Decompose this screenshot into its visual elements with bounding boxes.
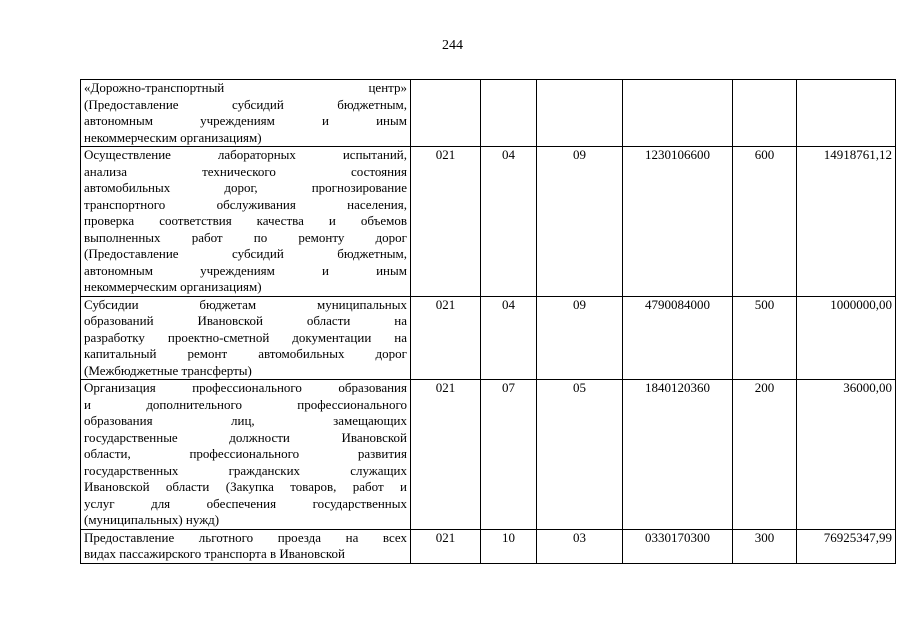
description-word: учреждениям xyxy=(200,262,275,278)
cell-expense-type: 500 xyxy=(733,296,797,380)
cell-expense-type: 600 xyxy=(733,147,797,297)
description-line xyxy=(84,246,407,263)
cell-ministry-code xyxy=(411,80,481,147)
table-row xyxy=(81,380,896,530)
cell-description xyxy=(81,380,411,530)
description-line xyxy=(84,230,407,247)
description-word: области xyxy=(306,313,351,328)
description-word: выполненных xyxy=(84,229,161,245)
description-word: и xyxy=(84,396,91,412)
cell-subsection-code: 05 xyxy=(537,380,623,530)
description-line xyxy=(84,164,407,181)
cell-ministry-code: 021 xyxy=(411,296,481,380)
cell-expense-type: 200 xyxy=(733,380,797,530)
table-row xyxy=(81,147,896,297)
table-row xyxy=(81,296,896,380)
description-word: (Предоставление xyxy=(84,96,179,112)
cell-amount: 1000000,00 xyxy=(797,296,896,380)
description-word: образований xyxy=(84,313,154,328)
cell-amount: 76925347,99 xyxy=(797,529,896,563)
description-word: анализа xyxy=(84,163,127,179)
cell-target-article xyxy=(623,80,733,147)
description-word: Ивановской xyxy=(341,429,407,445)
description-word: иным xyxy=(376,262,407,278)
description-word: образования xyxy=(84,413,153,428)
cell-section-code xyxy=(481,80,537,147)
description-line xyxy=(84,397,407,414)
description-word: автономным xyxy=(84,262,153,278)
description-word: государственных xyxy=(312,495,407,511)
description-word: профессионального xyxy=(297,396,407,412)
description-word: обслуживания xyxy=(216,196,296,212)
description-word: профессионального xyxy=(189,446,300,461)
cell-section-code: 04 xyxy=(481,296,537,380)
cell-expense-type: 300 xyxy=(733,529,797,563)
cell-subsection-code: 03 xyxy=(537,529,623,563)
description-word: бюджетам xyxy=(199,296,257,312)
table-row xyxy=(81,529,896,563)
description-line xyxy=(84,446,407,463)
description-word: области, xyxy=(84,446,131,461)
description-line: видах пассажирского транспорта в Ивановской xyxy=(84,546,345,561)
description-line xyxy=(84,297,407,314)
description-line xyxy=(84,263,407,280)
description-word: муниципальных xyxy=(316,296,407,312)
description-word: центр» xyxy=(368,80,407,95)
cell-description xyxy=(81,80,411,147)
cell-target-article: 0330170300 xyxy=(623,529,733,563)
description-line xyxy=(84,80,407,97)
description-word: учреждениям xyxy=(200,113,275,128)
description-line: проверка соответствия качества и объемов xyxy=(84,213,407,228)
description-word: обеспечения xyxy=(206,495,277,511)
cell-target-article: 4790084000 xyxy=(623,296,733,380)
description-word: лабораторных xyxy=(217,147,296,162)
description-word: населения, xyxy=(347,196,407,212)
cell-subsection-code: 09 xyxy=(537,147,623,297)
cell-section-code: 07 xyxy=(481,380,537,530)
description-word: дорог, xyxy=(224,180,258,195)
cell-target-article: 1840120360 xyxy=(623,380,733,530)
description-word: автомобильных xyxy=(84,180,171,195)
description-word: по xyxy=(253,229,268,245)
description-word: испытаний, xyxy=(342,147,407,162)
cell-section-code: 10 xyxy=(481,529,537,563)
description-line: разработку проектно-сметной документации на xyxy=(84,329,407,345)
cell-description xyxy=(81,529,411,563)
budget-table xyxy=(80,79,896,564)
description-word: автономным xyxy=(84,113,153,128)
description-word: для xyxy=(151,495,171,511)
cell-target-article: 1230106600 xyxy=(623,147,733,297)
description-word: субсидий xyxy=(232,96,284,112)
cell-amount: 36000,00 xyxy=(797,380,896,530)
cell-ministry-code: 021 xyxy=(411,529,481,563)
description-word: замещающих xyxy=(333,413,407,428)
cell-description xyxy=(81,147,411,297)
description-word: должности xyxy=(229,429,290,445)
description-word: услуг xyxy=(84,495,115,511)
description-line xyxy=(84,463,407,480)
description-word: и xyxy=(322,262,329,278)
table-row xyxy=(81,80,896,147)
cell-ministry-code: 021 xyxy=(411,380,481,530)
description-word: и xyxy=(322,113,329,128)
description-word: ремонту xyxy=(298,229,345,245)
description-word: субсидий xyxy=(232,246,284,261)
description-line xyxy=(84,313,407,330)
description-word: бюджетным, xyxy=(337,96,407,112)
description-word: состояния xyxy=(350,163,407,179)
cell-ministry-code: 021 xyxy=(411,147,481,297)
cell-section-code: 04 xyxy=(481,147,537,297)
description-line: Предоставление льготного проезда на всех xyxy=(84,529,407,545)
description-line: Ивановской области (Закупка товаров, работ и xyxy=(84,479,407,494)
description-word: работ xyxy=(191,229,223,245)
description-word: Осуществление xyxy=(84,147,171,162)
description-line xyxy=(84,147,407,164)
description-line xyxy=(84,496,407,513)
description-word: государственные xyxy=(84,429,178,445)
cell-subsection-code xyxy=(537,80,623,147)
cell-amount xyxy=(797,80,896,147)
description-word: развития xyxy=(357,446,407,461)
description-word: технического xyxy=(202,163,276,179)
description-word: дополнительного xyxy=(146,396,242,412)
description-word: (Предоставление xyxy=(84,246,179,261)
page-number: 244 xyxy=(442,38,463,53)
description-word: Ивановской xyxy=(197,313,263,328)
description-line xyxy=(84,97,407,114)
description-line xyxy=(84,113,407,130)
description-line: капитальный ремонт автомобильных дорог xyxy=(84,346,407,361)
description-word: служащих xyxy=(350,462,407,478)
description-line xyxy=(84,197,407,214)
description-line: (муниципальных) нужд) xyxy=(84,512,220,527)
description-line xyxy=(84,430,407,447)
description-word: бюджетным, xyxy=(337,246,407,261)
cell-expense-type xyxy=(733,80,797,147)
description-word: государственных xyxy=(84,462,179,478)
description-word: транспортного xyxy=(84,196,166,212)
description-line: Организация профессионального образования xyxy=(84,380,407,395)
description-word: гражданских xyxy=(228,462,301,478)
table-body xyxy=(81,80,896,564)
description-line: некоммерческим организациям) xyxy=(84,129,262,145)
description-word: лиц, xyxy=(231,413,255,428)
cell-amount: 14918761,12 xyxy=(797,147,896,297)
cell-subsection-code: 09 xyxy=(537,296,623,380)
description-word: на xyxy=(394,313,407,328)
description-word: Субсидии xyxy=(84,296,139,312)
cell-description xyxy=(81,296,411,380)
description-word: дорог xyxy=(375,229,407,245)
description-word: прогнозирование xyxy=(311,180,407,195)
description-word: «Дорожно-транспортный xyxy=(84,80,225,95)
description-line xyxy=(84,413,407,430)
description-line xyxy=(84,180,407,197)
description-line: некоммерческим организациям) xyxy=(84,279,262,294)
description-line: (Межбюджетные трансферты) xyxy=(84,362,252,378)
description-word: иным xyxy=(376,113,407,128)
